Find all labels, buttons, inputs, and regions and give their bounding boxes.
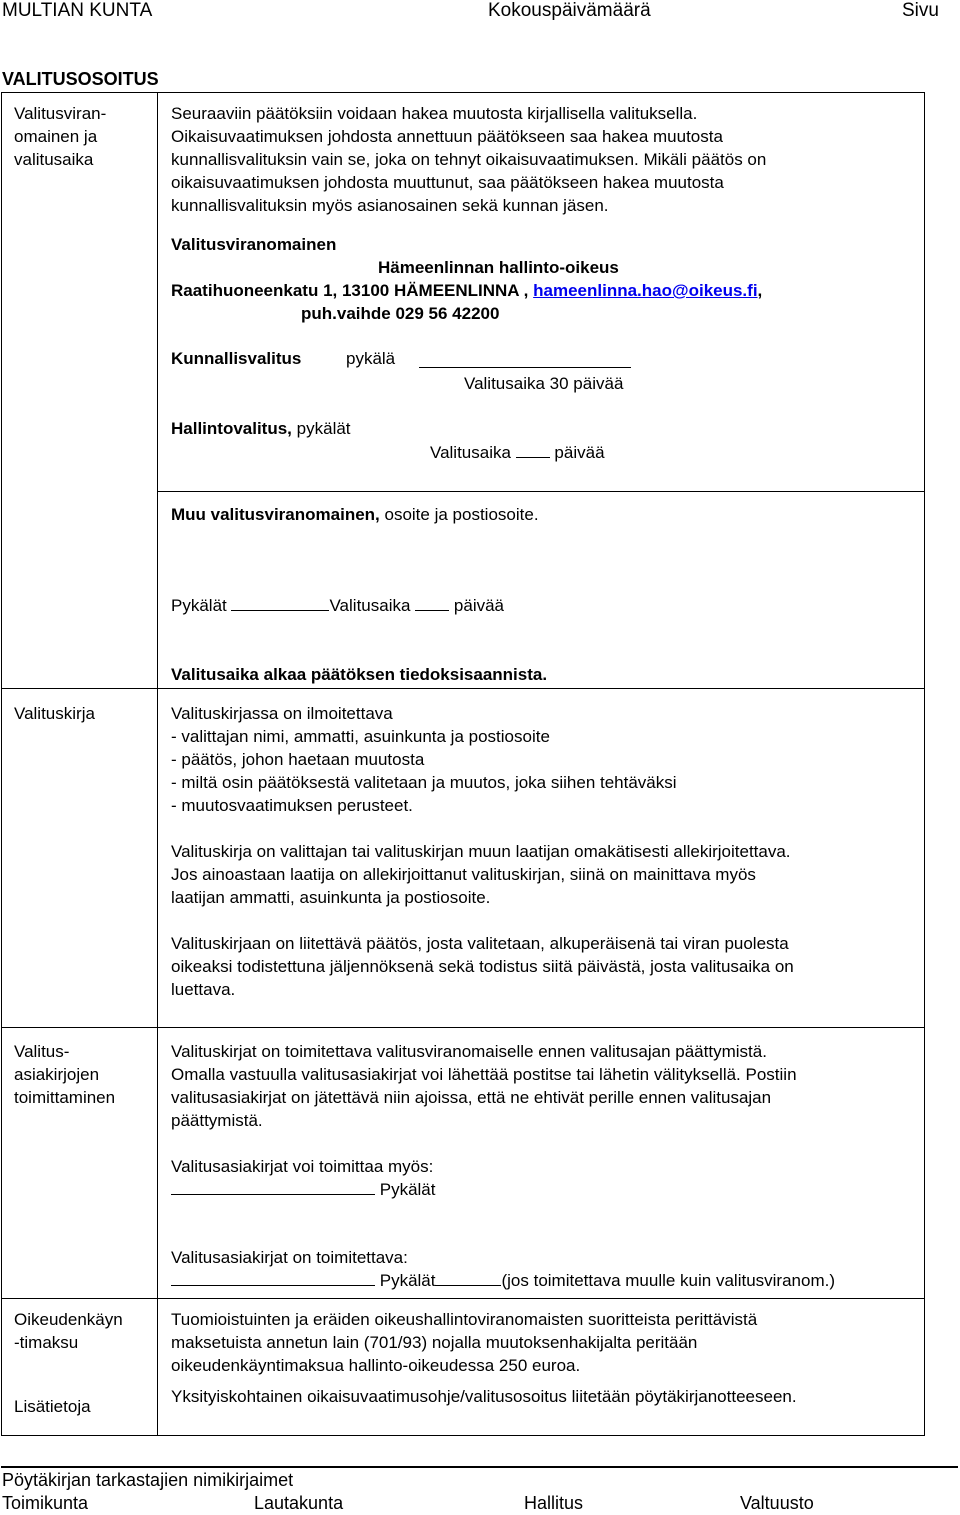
table-border-bottom — [1, 1435, 925, 1436]
row-appeal-letter-label: Valituskirja — [14, 704, 95, 723]
table-border-left — [1, 92, 2, 1436]
court-phone: puh.vaihde 029 56 42200 — [301, 304, 500, 323]
appeal-letter-text: - päätös, johon haetaan muutosta — [171, 750, 425, 769]
label-line: toimittaminen — [14, 1088, 116, 1107]
label-line: Valitusviran- — [14, 104, 107, 123]
recipient-blank — [435, 1269, 501, 1286]
appeal-letter-text: - valittajan nimi, ammatti, asuinkunta ja postiosoite — [171, 727, 550, 746]
intro-text: kunnallisvalituksin vain se, joka on tehnyt oikaisuvaatimuksen. Mikäli päätös on — [171, 150, 767, 169]
other-sections-line: Pykälät Valitusaika päivää — [171, 596, 505, 615]
period-start-note: Valitusaika alkaa päätöksen tiedoksisaannista. — [171, 665, 548, 684]
admin-appeal-period: Valitusaika päivää — [430, 443, 605, 462]
intro-text: Oikaisuvaatimuksen johdosta annettuun päätökseen saa hakea muutosta — [171, 127, 723, 146]
label-line: Valitus- — [14, 1042, 70, 1061]
document-title: VALITUSOSOITUS — [2, 69, 159, 89]
section-word: pykälä — [346, 349, 396, 368]
delivery-must-line: Valitusasiakirjat on toimitettava: — [171, 1248, 408, 1267]
sections-blank — [231, 594, 329, 611]
row-divider-3 — [1, 1298, 925, 1299]
sections-blank — [171, 1269, 375, 1286]
table-column-divider — [157, 92, 158, 1436]
delivery-text: päättymistä. — [171, 1111, 263, 1130]
court-fee-text: oikeudenkäyntimaksua hallinto-oikeudessa 250 euroa. — [171, 1356, 581, 1375]
court-address: Raatihuoneenkatu 1, 13100 HÄMEENLINNA , hameenlinna.hao@oikeus.fi, — [171, 281, 763, 300]
court-name: Hämeenlinnan hallinto-oikeus — [378, 258, 619, 277]
delivery-also-sections: Pykälät — [171, 1178, 435, 1201]
appeal-period-30: Valitusaika 30 päivää — [464, 374, 624, 393]
footer-body-toimikunta: Toimikunta — [2, 1493, 89, 1513]
court-fee-text: Tuomioistuinten ja eräiden oikeushallintoviranomaisten suoritteista perittävistä — [171, 1310, 758, 1329]
appeal-letter-text: - miltä osin päätöksestä valitetaan ja muutos, joka siihen tehtäväksi — [171, 773, 677, 792]
page-label: Sivu — [902, 0, 939, 21]
appeal-letter-text: oikeaksi todistettuna jäljennöksenä sekä todistus siitä päivästä, josta valitusaika on — [171, 957, 794, 976]
appeal-letter-text: - muutosvaatimuksen perusteet. — [171, 796, 413, 815]
days-blank — [516, 441, 550, 458]
extra-info-label: Lisätietoja — [14, 1397, 91, 1416]
footer-body-hallitus: Hallitus — [524, 1493, 584, 1513]
extra-info-text: Yksityiskohtainen oikaisuvaatimusohje/valitusosoitus liitetään pöytäkirjanotteeseen. — [171, 1387, 797, 1406]
authority-heading: Valitusviranomainen — [171, 235, 337, 254]
row-divider-2 — [1, 1027, 925, 1028]
label-line: valitusaika — [14, 150, 94, 169]
municipality-name: MULTIAN KUNTA — [2, 0, 153, 21]
row-divider-1 — [1, 688, 925, 689]
appeal-letter-text: Valituskirja on valittajan tai valituskirjan muun laatijan omakätisesti allekirjoitettava. — [171, 842, 791, 861]
appeal-letter-text: Valituskirjaan on liitettävä päätös, josta valitetaan, alkuperäisenä tai viran puolesta — [171, 934, 789, 953]
delivery-also-line: Valitusasiakirjat voi toimittaa myös: — [171, 1157, 434, 1176]
delivery-must-sections: Pykälät (jos toimitettava muulle kuin valitusviranom.) — [171, 1269, 835, 1292]
appeal-letter-text: Valituskirjassa on ilmoitettava — [171, 704, 393, 723]
appeal-letter-text: laatijan ammatti, asuinkunta ja postiosoite. — [171, 888, 491, 907]
footer-body-valtuusto: Valtuusto — [740, 1493, 814, 1513]
intro-text: oikaisuvaatimuksen johdosta muuttunut, saa päätökseen hakea muutosta — [171, 173, 724, 192]
days-blank — [415, 594, 449, 611]
section-number-blank — [419, 367, 631, 368]
delivery-text: Valituskirjat on toimitettava valitusviranomaiselle ennen valitusajan päättymistä. — [171, 1042, 767, 1061]
footer-initials-label: Pöytäkirjan tarkastajien nimikirjaimet — [2, 1470, 294, 1490]
court-email-link[interactable]: hameenlinna.hao@oikeus.fi — [533, 281, 758, 300]
appeal-letter-text: Jos ainoastaan laatija on allekirjoittanut valituskirjan, siinä on mainittava myös — [171, 865, 756, 884]
appeal-letter-text: luettava. — [171, 980, 236, 999]
sections-blank — [171, 1178, 375, 1195]
intro-text: Seuraaviin päätöksiin voidaan hakea muutosta kirjallisella valituksella. — [171, 104, 698, 123]
footer-rule — [1, 1466, 958, 1468]
label-line: asiakirjojen — [14, 1065, 100, 1084]
label-line: omainen ja — [14, 127, 98, 146]
table-border-right — [924, 92, 925, 1436]
meeting-date-label: Kokouspäivämäärä — [488, 0, 651, 21]
label-line: Oikeudenkäyn — [14, 1310, 123, 1329]
label-line: -timaksu — [14, 1333, 79, 1352]
delivery-text: Omalla vastuulla valitusasiakirjat voi lähettää postitse tai lähetin välityksellä. Postiin — [171, 1065, 797, 1084]
municipal-appeal-label: Kunnallisvalitus — [171, 349, 302, 368]
inner-divider — [157, 491, 925, 492]
court-fee-text: maksetuista annetun lain (701/93) nojalla muutoksenhakijalta peritään — [171, 1333, 698, 1352]
delivery-text: valitusasiakirjat on jätettävä niin ajoissa, että ne ehtivät perille ennen valitusajan — [171, 1088, 772, 1107]
other-authority-line: Muu valitusviranomainen, osoite ja postiosoite. — [171, 505, 539, 524]
footer-body-lautakunta: Lautakunta — [254, 1493, 344, 1513]
intro-text: kunnallisvalituksin myös asianosainen sekä kunnan jäsen. — [171, 196, 609, 215]
admin-appeal-line: Hallintovalitus, pykälät — [171, 419, 351, 438]
table-border-top — [1, 92, 925, 93]
